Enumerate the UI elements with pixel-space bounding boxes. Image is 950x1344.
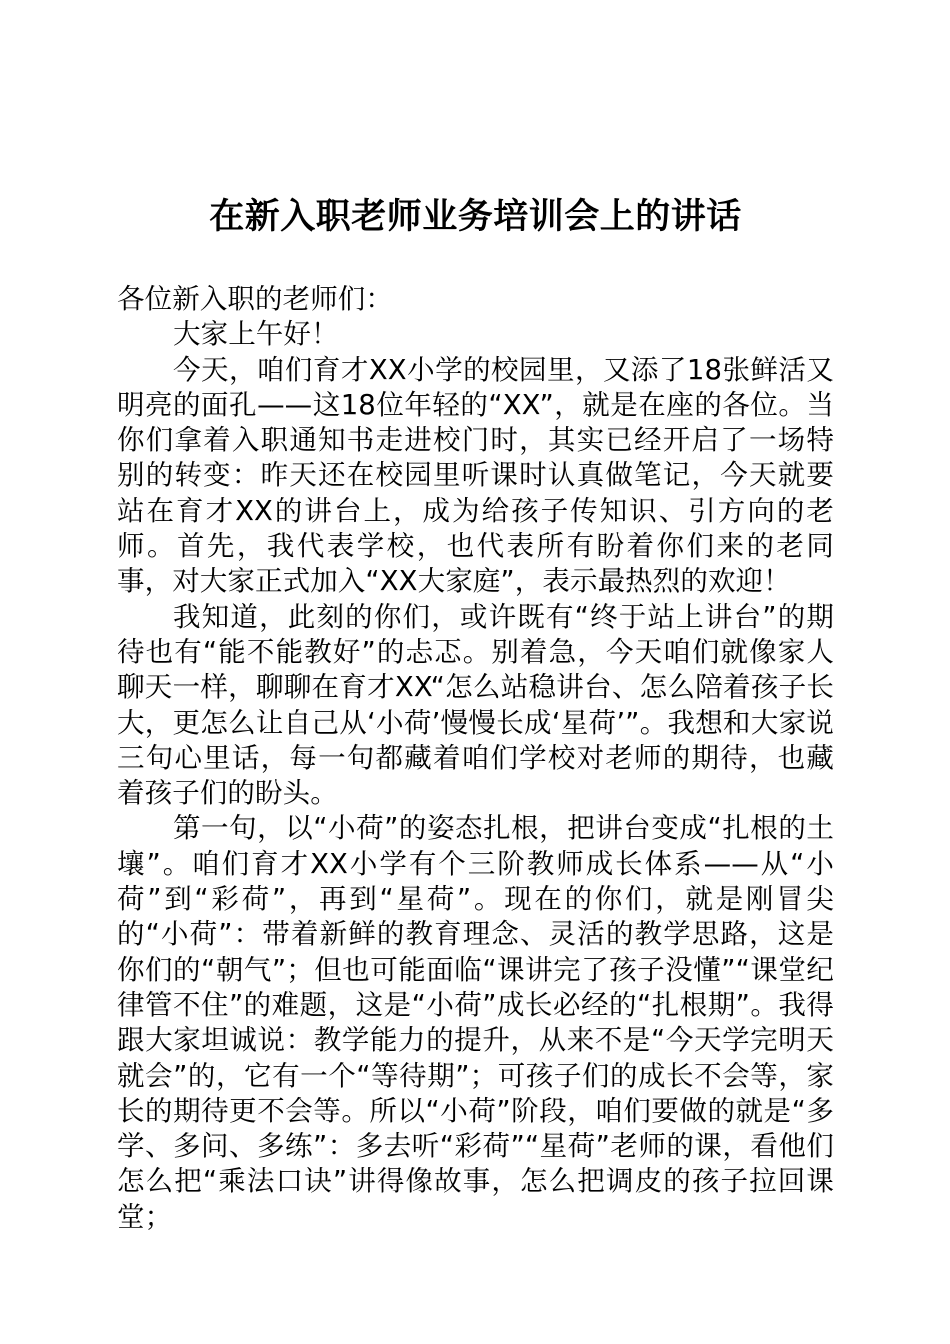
paragraph-first-sentence: 第一句，以“小荷”的姿态扎根，把讲台变成“扎根的土壤”。咱们育才XX小学有个三阶教师成长体系——从“小荷”到“彩荷”，再到“星荷”。现在的你们，就是刚冒尖的“小荷”：带着新鲜的教育理念、灵活的教学思路，这是你们的“朝气”；但也可能面临“课讲完了孩子没懂”“课堂纪律管不住”的难题，这是“小荷”成长必经的“扎根期”。我得跟大家坦诚说：教学能力的提升，从来不是“今天学完明天就会”的，它有一个“等待期”；可孩子们的成长不会等，家长的期待更不会等。所以“小荷”阶段，咱们要做的就是“多学、多问、多练”：多去听“彩荷”“星荷”老师的课，看他们怎么把“乘法口诀”讲得像故事，怎么把调皮的孩子拉回课堂； [117,812,834,1233]
document-paragraphs [117,282,834,1235]
paragraph-three-sentences-intro: 我知道，此刻的你们，或许既有“终于站上讲台”的期待也有“能不能教好”的忐忑。别着急，今天咱们就像家人聊天一样，聊聊在育才XX“怎么站稳讲台、怎么陪着孩子长大，更怎么让自己从‘小荷’慢慢长成‘星荷’”。我想和大家说三句心里话，每一句都藏着咱们学校对老师的期待，也藏着孩子们的盼头。 [117,600,834,810]
paragraph-welcome: 今天，咱们育才XX小学的校园里，又添了18张鲜活又明亮的面孔——这18位年轻的“XX”，就是在座的各位。当你们拿着入职通知书走进校门时，其实已经开启了一场特别的转变：昨天还在校园里听课时认真做笔记，今天就要站在育才XX的讲台上，成为给孩子传知识、引方向的老师。首先，我代表学校，也代表所有盼着你们来的老同事，对大家正式加入“XX大家庭”，表示最热烈的欢迎！ [117,353,834,598]
page-title: 在新入职老师业务培训会上的讲话 [209,196,742,237]
paragraph-greeting: 大家上午好！ [173,318,339,351]
document-body [117,0,834,1235]
paragraph-salutation: 各位新入职的老师们： [117,283,393,315]
